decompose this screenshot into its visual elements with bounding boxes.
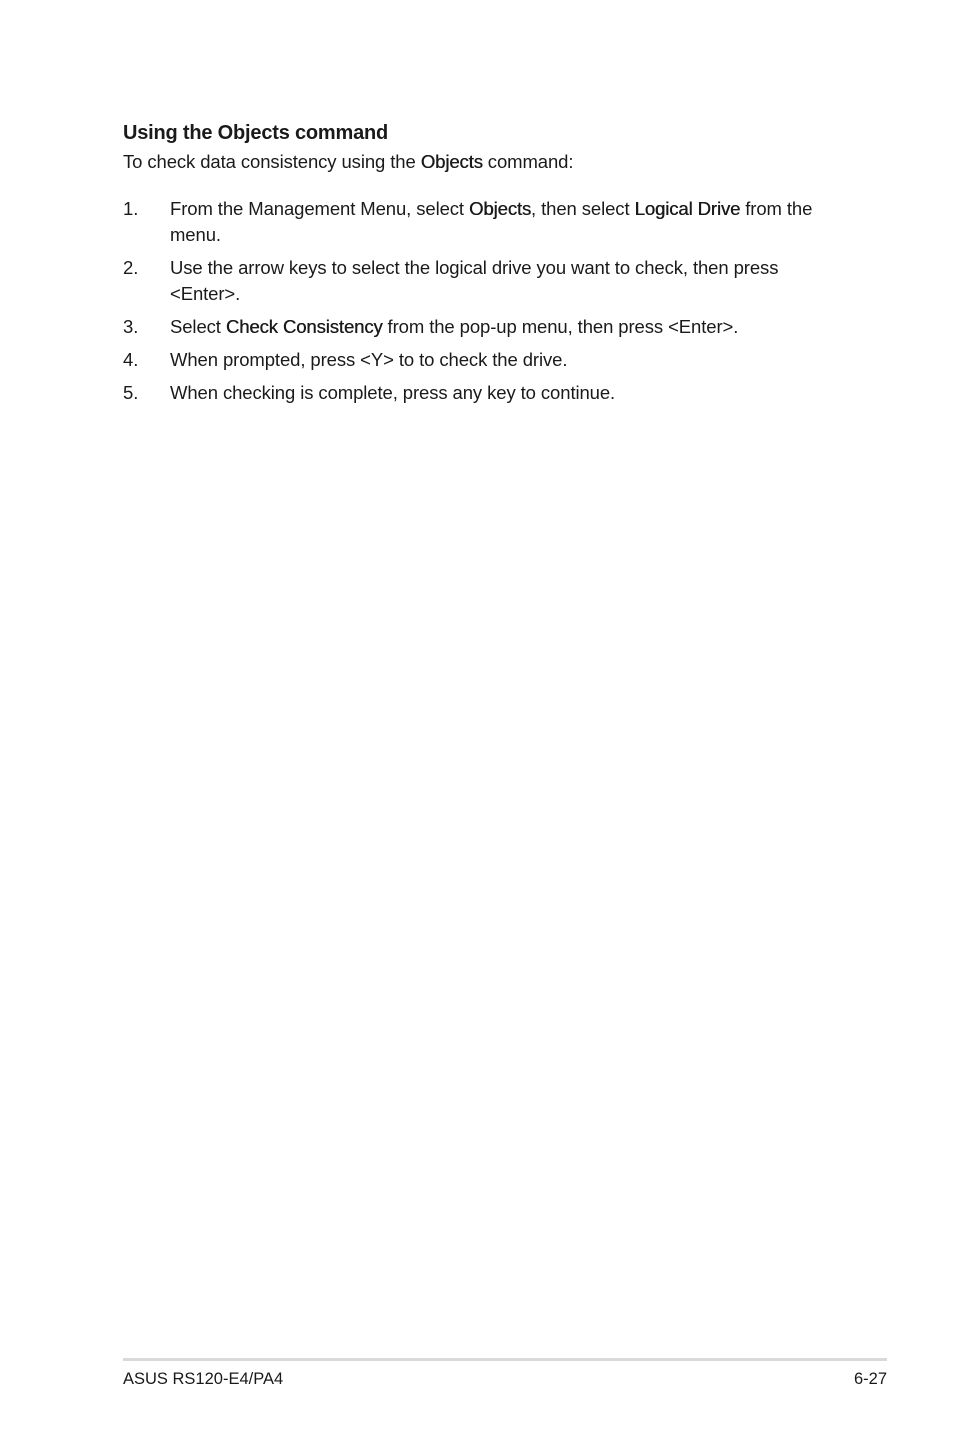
step-text-emphasis: Logical Drive <box>634 198 741 219</box>
intro-text-before: To check data consistency using the <box>123 151 421 172</box>
step-number: 1. <box>123 198 139 219</box>
section-heading: Using the Objects command <box>123 122 389 144</box>
step-number: 4. <box>123 349 139 370</box>
footer-row <box>123 1368 887 1390</box>
footer-product-name: ASUS RS120-E4/PA4 <box>123 1370 284 1388</box>
step-number: 3. <box>123 316 139 337</box>
step-text <box>170 255 833 307</box>
step-text-segment: , then select <box>531 198 635 219</box>
intro-text-emphasis: Objects <box>420 151 483 172</box>
step-text <box>170 380 833 406</box>
steps-list <box>123 196 833 406</box>
step-number: 5. <box>123 382 139 403</box>
step-text-emphasis: Check Consistency <box>225 316 383 337</box>
step-item <box>123 196 833 248</box>
step-text <box>170 347 833 373</box>
step-text-segment: From the Management Menu, select <box>170 198 470 219</box>
step-text-emphasis: Objects <box>469 198 532 219</box>
step-text-segment: Use the arrow keys to select the logical drive you want to check, then press <Enter>. <box>170 257 779 304</box>
step-item <box>123 255 833 307</box>
step-item <box>123 347 833 373</box>
step-text <box>170 196 833 248</box>
step-item <box>123 314 833 340</box>
step-text-segment: When prompted, press <Y> to to check the drive. <box>170 349 568 370</box>
step-text-segment: from the menu. <box>170 198 813 245</box>
step-text-segment: Select <box>170 316 226 337</box>
step-item <box>123 380 833 406</box>
page-footer <box>123 1358 887 1390</box>
footer-page-number: 6-27 <box>853 1370 887 1388</box>
page-content <box>123 118 833 413</box>
step-text-segment: from the pop-up menu, then press <Enter>. <box>382 316 739 337</box>
step-text-segment: When checking is complete, press any key to continue. <box>170 382 616 403</box>
intro-text <box>123 149 833 175</box>
footer-divider <box>123 1358 887 1361</box>
step-number: 2. <box>123 257 139 278</box>
intro-text-after: command: <box>482 151 574 172</box>
step-text <box>170 314 833 340</box>
